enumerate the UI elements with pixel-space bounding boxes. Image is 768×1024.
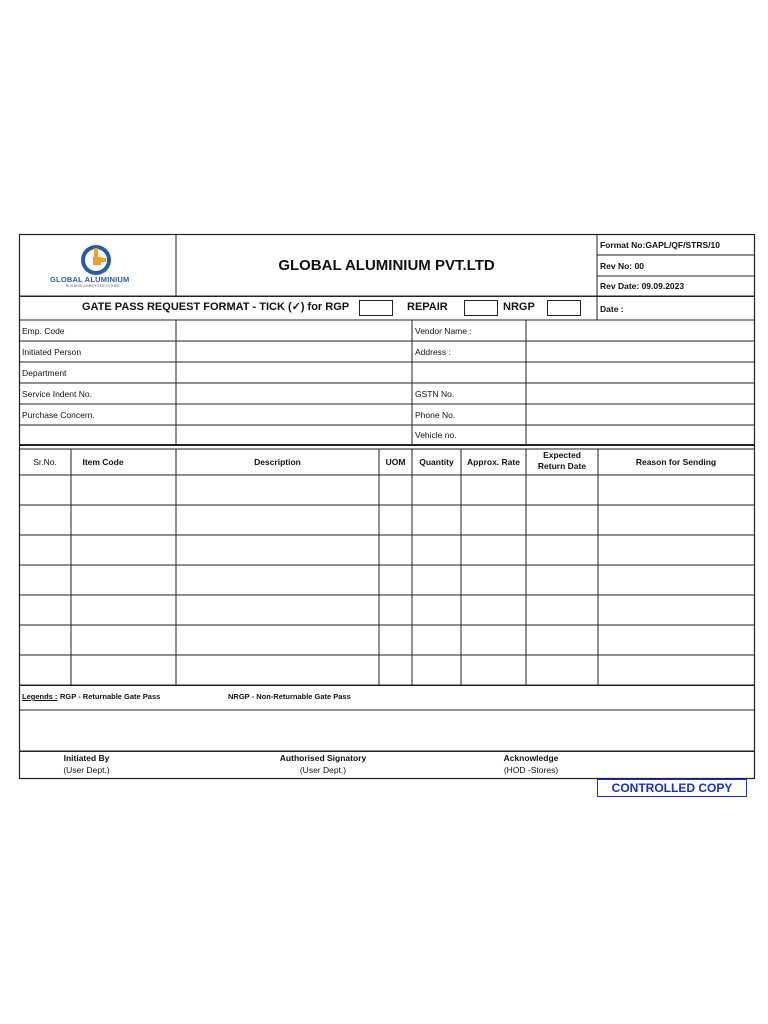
col-item-code: Item Code [82,457,124,467]
department-label: Department [22,368,67,378]
signature-subtitle: (User Dept.) [299,765,347,775]
purchase-concern-field[interactable] [177,405,411,425]
revision-date: Rev Date: 09.09.2023 [600,281,685,291]
phone-field[interactable] [527,405,753,425]
col-approx-rate: Approx. Rate [467,457,520,467]
form-title: GATE PASS REQUEST FORMAT - TICK (✓) for RGP [82,301,350,313]
company-logo [40,240,150,292]
revision-number: Rev No: 00 [600,261,644,271]
signature-initiated-by [20,752,153,776]
date-label: Date : [600,304,624,314]
signature-title: Initiated By [63,753,110,763]
signature-title: Acknowledge [503,753,559,763]
repair-checkbox[interactable] [464,300,498,316]
signature-subtitle: (User Dept.) [63,765,110,775]
emp-code-label: Emp. Code [22,326,65,336]
logo-tagline: BUILDING A BRIGHTER FUTURE [66,284,120,288]
signature-authorised [246,752,400,776]
company-title: GLOBAL ALUMINIUM PVT.LTD [278,256,495,274]
service-indent-field[interactable] [177,384,411,404]
vehicle-field[interactable] [527,426,753,445]
signature-subtitle: (HOD -Stores) [503,765,559,775]
col-description: Description [254,457,301,467]
vendor-name-label: Vendor Name : [415,326,472,336]
emp-code-field[interactable] [177,321,411,341]
signature-acknowledge [470,752,592,776]
repair-label: REPAIR [407,301,448,313]
purchase-concern-label: Purchase Concern. [22,410,95,420]
table-row[interactable] [20,626,753,655]
nrgp-label: NRGP [503,301,535,313]
col-reason: Reason for Sending [635,457,717,467]
table-row[interactable] [20,506,753,535]
legends-label: Legends : [22,692,58,701]
rgp-checkbox[interactable] [359,300,393,316]
table-row[interactable] [20,536,753,565]
col-uom: UOM [385,457,406,467]
vehicle-label: Vehicle no. [415,430,457,440]
nrgp-checkbox[interactable] [547,300,581,316]
table-row[interactable] [20,596,753,625]
controlled-copy-stamp: CONTROLLED COPY [597,779,747,797]
vendor-name-field[interactable] [527,321,753,341]
col-sr-no: Sr.No. [33,457,57,467]
address-label: Address : [415,347,451,357]
format-number: Format No:GAPL/QF/STRS/10 [600,240,720,250]
col-quantity: Quantity [419,457,454,467]
service-indent-label: Service Indent No. [22,389,92,399]
initiated-person-field[interactable] [177,342,411,362]
phone-label: Phone No. [415,410,456,420]
table-row[interactable] [20,476,753,505]
gstn-field[interactable] [527,384,753,404]
table-row[interactable] [20,566,753,595]
signature-title: Authorised Signatory [279,753,367,763]
legend-rgp: RGP - Returnable Gate Pass [60,692,161,701]
department-field[interactable] [177,363,411,383]
address-field[interactable] [527,342,753,362]
legend-nrgp: NRGP - Non-Returnable Gate Pass [228,692,351,701]
gstn-label: GSTN No. [415,389,455,399]
table-row[interactable] [20,656,753,685]
col-expected-return-date: Expected Return Date [537,450,587,471]
initiated-person-label: Initiated Person [22,347,82,357]
logo-name: GLOBAL ALUMINIUM [50,275,130,284]
